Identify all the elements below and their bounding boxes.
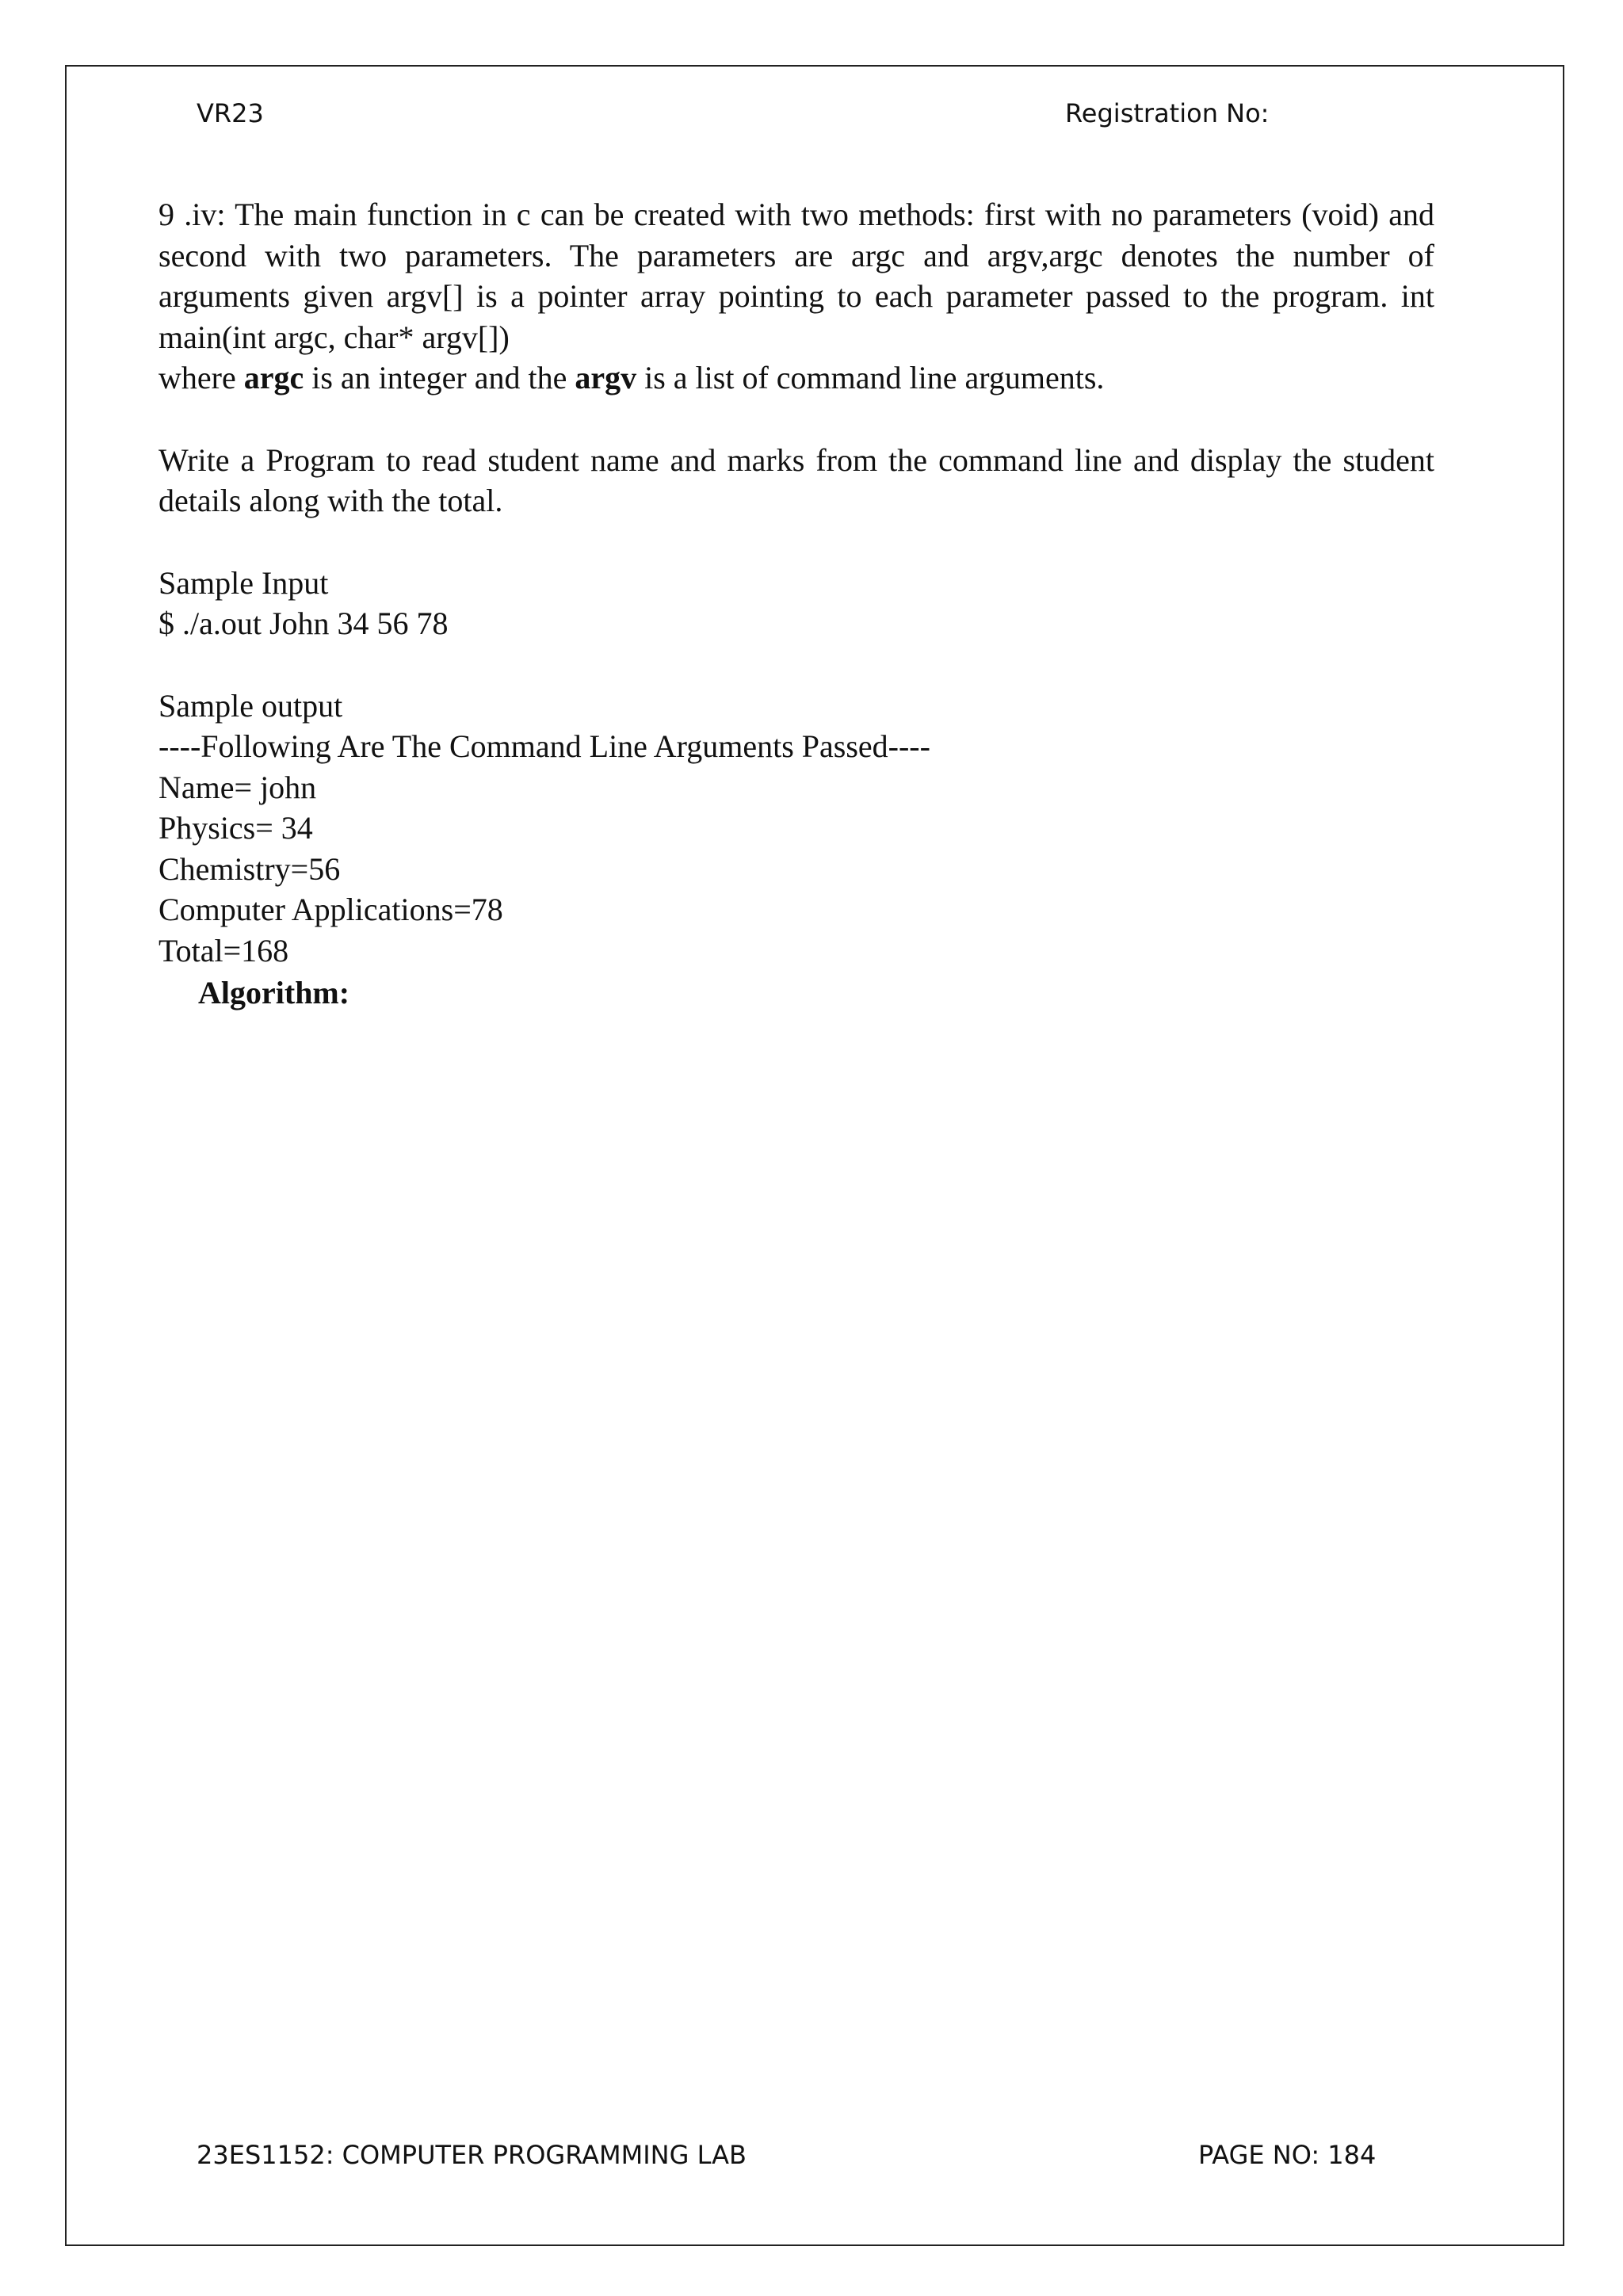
footer-course: 23ES1152: COMPUTER PROGRAMMING LAB [197,2140,747,2170]
registration-label: Registration No: [1065,98,1270,128]
page-body [158,194,1434,1014]
intro-paragraph: 9 .iv: The main function in c can be created with two methods: first with no parameters (void) and second with two parameters. The parameters are argc and argv,argc denotes the number of arguments given argv[] is a pointer array pointing to each parameter passed to the program. int main(int argc, char* argv[]) [158,197,1434,355]
sample-output-heading: Sample output [158,687,343,724]
where-line [158,357,1434,399]
where-prefix: where [158,360,244,395]
output-line: Chemistry=56 [158,850,341,887]
task-paragraph: Write a Program to read student name and marks from the command line and display the student details along with the total. [158,441,1434,518]
header-left: VR23 [197,98,264,128]
argv-term: argv [575,360,637,395]
output-line: Physics= 34 [158,810,313,846]
argc-term: argc [243,360,304,395]
algorithm-heading: Algorithm: [198,975,350,1010]
footer-page-number: PAGE NO: 184 [1198,2140,1377,2170]
sample-input-heading: Sample Input [158,564,329,601]
where-mid: is an integer and the [311,360,575,395]
sample-input-command: $ ./a.out John 34 56 78 [158,606,449,641]
output-line: Computer Applications=78 [158,892,503,927]
output-line: Total=168 [158,932,289,968]
where-suffix: is a list of command line arguments. [636,360,1105,395]
output-line: ----Following Are The Command Line Arguments Passed---- [158,728,930,764]
output-line: Name= john [158,769,317,805]
